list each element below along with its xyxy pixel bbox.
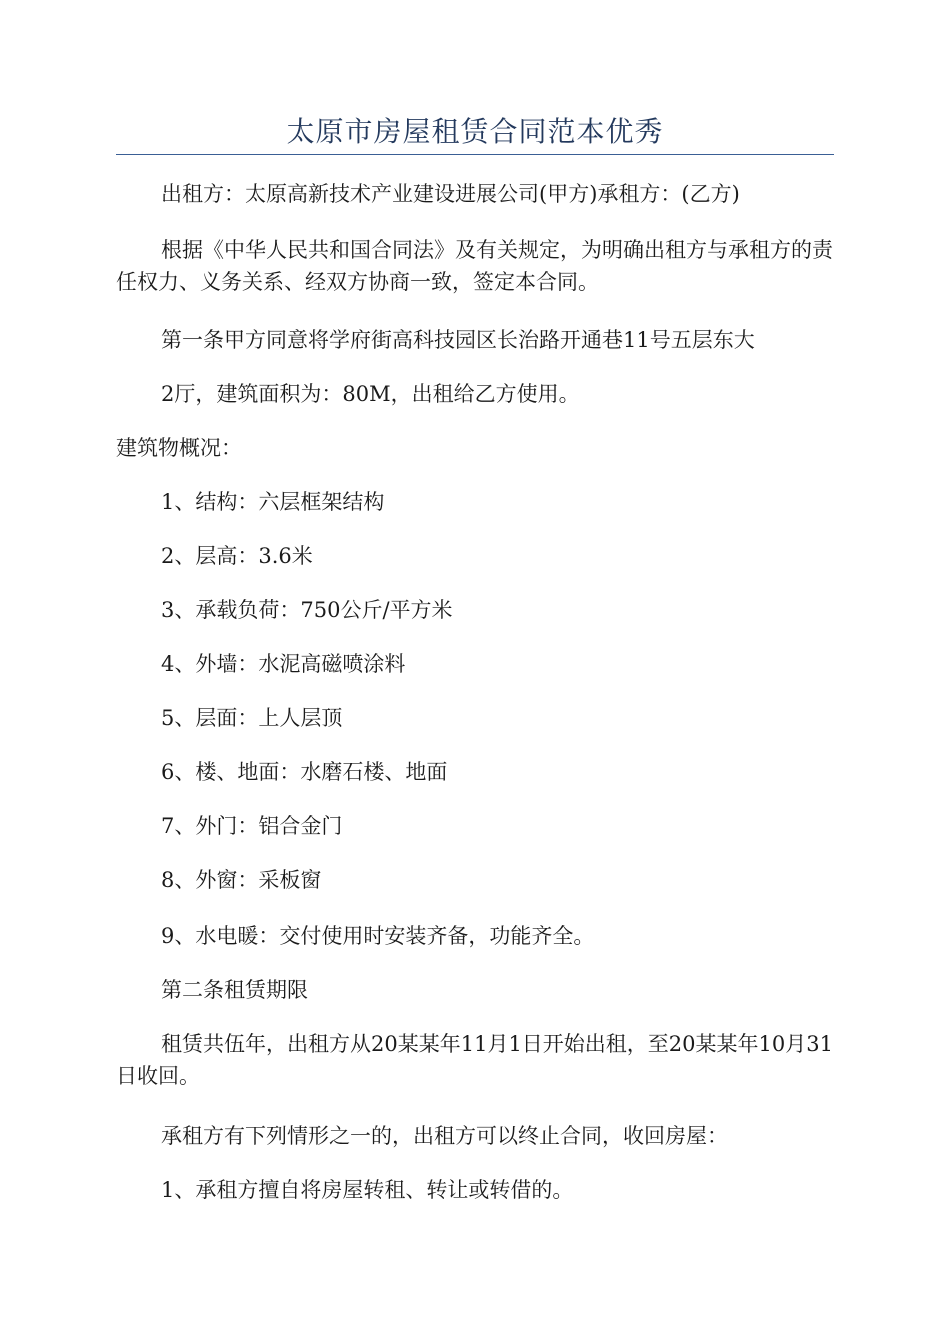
- paragraph-area: 2厅，建筑面积为：80M，出租给乙方使用。: [161, 382, 580, 406]
- paragraph-termination: 承租方有下列情形之一的，出租方可以终止合同，收回房屋：: [161, 1124, 728, 1148]
- paragraph-parties: 出租方：太原高新技术产业建设进展公司(甲方)承租方：(乙方): [161, 182, 740, 206]
- paragraph-building-overview: 建筑物概况：: [116, 436, 242, 460]
- list-item-floor-height: 2、层高：3.6米: [161, 544, 313, 568]
- list-item-structure: 1、结构：六层框架结构: [161, 490, 385, 514]
- list-item-roof: 5、层面：上人层顶: [161, 706, 343, 730]
- list-item-exterior-window: 8、外窗：采板窗: [161, 868, 322, 892]
- list-item-utilities: 9、水电暖：交付使用时安装齐备，功能齐全。: [161, 924, 595, 948]
- paragraph-article-1: 第一条甲方同意将学府街高科技园区长治路开通巷11号五层东大: [161, 328, 755, 352]
- document-title: 太原市房屋租赁合同范本优秀: [286, 115, 664, 148]
- paragraph-article-2: 第二条租赁期限: [161, 978, 308, 1002]
- list-item-load: 3、承载负荷：750公斤/平方米: [161, 598, 453, 622]
- list-item-sublet: 1、承租方擅自将房屋转租、转让或转借的。: [161, 1178, 574, 1202]
- paragraph-legal-basis: 根据《中华人民共和国合同法》及有关规定，为明确出租方与承租方的责任权力、义务关系、经双方协商一致，签定本合同。: [116, 238, 833, 294]
- list-item-exterior-door: 7、外门：铝合金门: [161, 814, 343, 838]
- list-item-exterior-wall: 4、外墙：水泥高磁喷涂料: [161, 652, 406, 676]
- title-underline: [116, 154, 834, 155]
- list-item-floors: 6、楼、地面：水磨石楼、地面: [161, 760, 448, 784]
- paragraph-lease-term: 租赁共伍年，出租方从20某某年11月1日开始出租，至20某某年10月31日收回。: [116, 1032, 833, 1088]
